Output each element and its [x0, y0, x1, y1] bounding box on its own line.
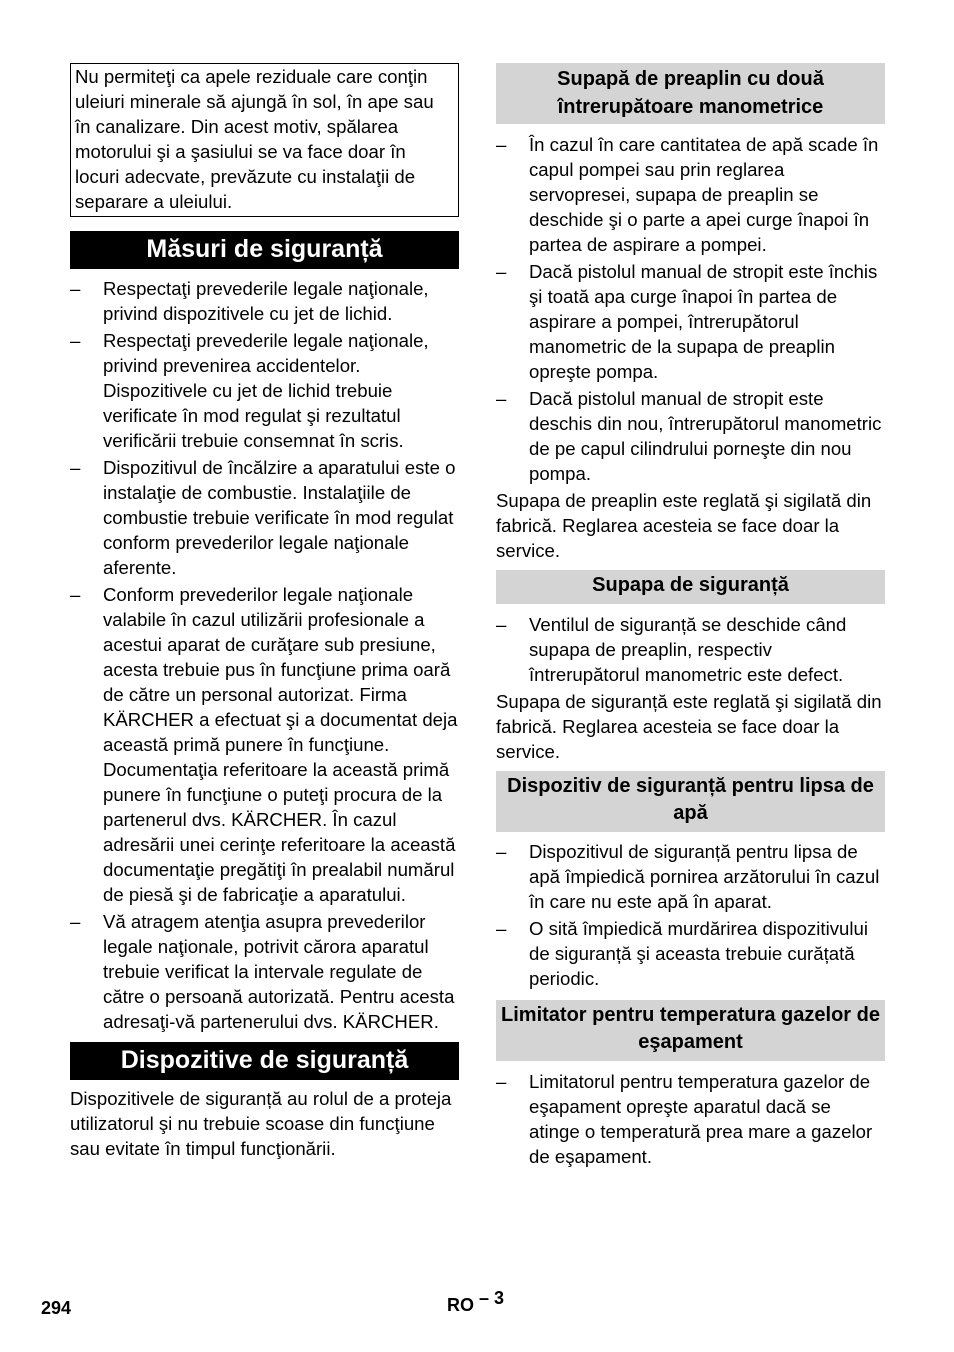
supapa-siguranta-paragraph: Supapa de siguranță este reglată şi sigilată din fabrică. Reglarea acesteia se face doar la service.: [496, 691, 882, 762]
dash-bullet: –: [496, 614, 507, 635]
list-item: – În cazul în care cantitatea de apă scade în capul pompei sau prin reglarea servopresei, supapa de preaplin se deschide şi o parte a apei curge înapoi în partea de aspirare a pompei.: [496, 134, 879, 255]
heading-supapa-preaplin: Supapă de preaplin cu două întrerupătoare manometrice: [496, 63, 885, 124]
oil-notice-box: [70, 63, 459, 217]
dispozitive-paragraph: Dispozitivele de siguranță au rolul de a proteja utilizatorul şi nu trebuie scoase din funcţiune sau evitate în timpul funcţionării.: [70, 1088, 452, 1159]
dash-bullet: –: [496, 1071, 507, 1092]
dash-bullet: –: [496, 388, 507, 409]
list-item: – Ventilul de siguranță se deschide când supapa de preaplin, respectiv întrerupătorul manometric este defect.: [496, 614, 847, 685]
left-column: [70, 63, 459, 1161]
list-item: – Dacă pistolul manual de stropit este închis şi toată apa curge înapoi în partea de aspirare a pompei, întrerupătorul manometric de la supapa de preaplin opreşte pompa.: [496, 261, 878, 382]
heading-masuri-de-siguranta: Măsuri de siguranță: [70, 231, 459, 269]
masuri-list: [70, 276, 459, 1034]
preaplin-paragraph: Supapa de preaplin este reglată şi sigilată din fabrică. Reglarea acesteia se face doar la service.: [496, 490, 872, 561]
dash-bullet: –: [70, 330, 81, 351]
list-item: – Conform prevederilor legale naţionale valabile în cazul utilizării profesionale a acestui aparat de curăţare sub presiune, acesta trebuie pus în funcţiune prima oară de către un personal autorizat. Firma KÄRCHER a efectuat şi a documentat deja această primă punere în funcţiune. Documentaţia referitoare la această primă punere în funcţiune o puteţi procura de la partenerul dvs. KÄRCHER. În cazul adresării unei cerinţe referitoare la această documentaţie pregătiţi în prealabil numărul de piesă şi de fabricaţie a aparatului.: [70, 584, 458, 905]
footer-local-page: 3: [494, 1288, 505, 1308]
footer-lang-code: RO: [447, 1295, 474, 1315]
preaplin-list: [496, 132, 885, 486]
list-item: – O sită împiedică murdărirea dispozitivului de siguranță şi aceasta trebuie curățată periodic.: [496, 918, 868, 989]
dash-bullet: –: [70, 911, 81, 932]
list-item: – Dispozitivul de încălzire a aparatului este o instalaţie de combustie. Instalaţiile de combustie trebuie verificate în mod regulat conform prevederilor legale naţionale aferente.: [70, 457, 456, 578]
page-number: 294: [41, 1298, 72, 1318]
dash-bullet: –: [496, 134, 507, 155]
list-item: – Respectaţi prevederile legale naţionale, privind prevenirea accidentelor. Dispozitivele cu jet de lichid trebuie verificate în mod regulat şi rezultatul verificării trebuie consemnat în scris.: [70, 330, 429, 451]
dash-bullet: –: [496, 841, 507, 862]
list-item: – Dispozitivul de siguranță pentru lipsa de apă împiedică pornirea arzătorului în cazul în care nu este apă în aparat.: [496, 841, 880, 912]
dash-bullet: –: [70, 584, 81, 605]
list-item: – Dacă pistolul manual de stropit este deschis din nou, întrerupătorul manometric de pe capul cilindrului porneşte din nou pompa.: [496, 388, 882, 484]
heading-limitator-temperatura: Limitator pentru temperatura gazelor de eşapament: [496, 1000, 885, 1061]
heading-dispozitive-de-siguranta: Dispozitive de siguranță: [70, 1042, 459, 1080]
footer-separator: –: [479, 1288, 490, 1308]
dash-bullet: –: [496, 261, 507, 282]
footer-language-page: [447, 1288, 505, 1318]
heading-lipsa-apa: Dispozitiv de siguranță pentru lipsa de apă: [496, 771, 885, 832]
dash-bullet: –: [70, 278, 81, 299]
dash-bullet: –: [70, 457, 81, 478]
list-item: – Respectaţi prevederile legale naţionale, privind dispozitivele cu jet de lichid.: [70, 278, 429, 324]
list-item: – Vă atragem atenţia asupra prevederilor legale naţionale, potrivit cărora aparatul trebuie verificat la intervale regulate de către o persoană autorizată. Pentru acesta adresaţi-vă partenerului dvs. KÄRCHER.: [70, 911, 455, 1032]
right-column: [496, 63, 885, 1169]
dash-bullet: –: [496, 918, 507, 939]
oil-notice-text: Nu permiteţi ca apele reziduale care conţin uleiuri minerale să ajungă în sol, în ape sau în canalizare. Din acest motiv, spălarea motorului şi a şasiului se va face doar în locuri adecvate, prevăzute cu instalaţii de separare a uleiului.: [75, 66, 434, 212]
supapa-siguranta-list: [496, 612, 885, 687]
list-item: – Limitatorul pentru temperatura gazelor de eşapament opreşte aparatul dacă se atinge o temperatură prea mare a gazelor de eşapament.: [496, 1071, 873, 1167]
lipsa-apa-list: [496, 839, 885, 991]
heading-supapa-de-siguranta: Supapa de siguranță: [496, 570, 885, 604]
limitator-list: [496, 1069, 885, 1169]
